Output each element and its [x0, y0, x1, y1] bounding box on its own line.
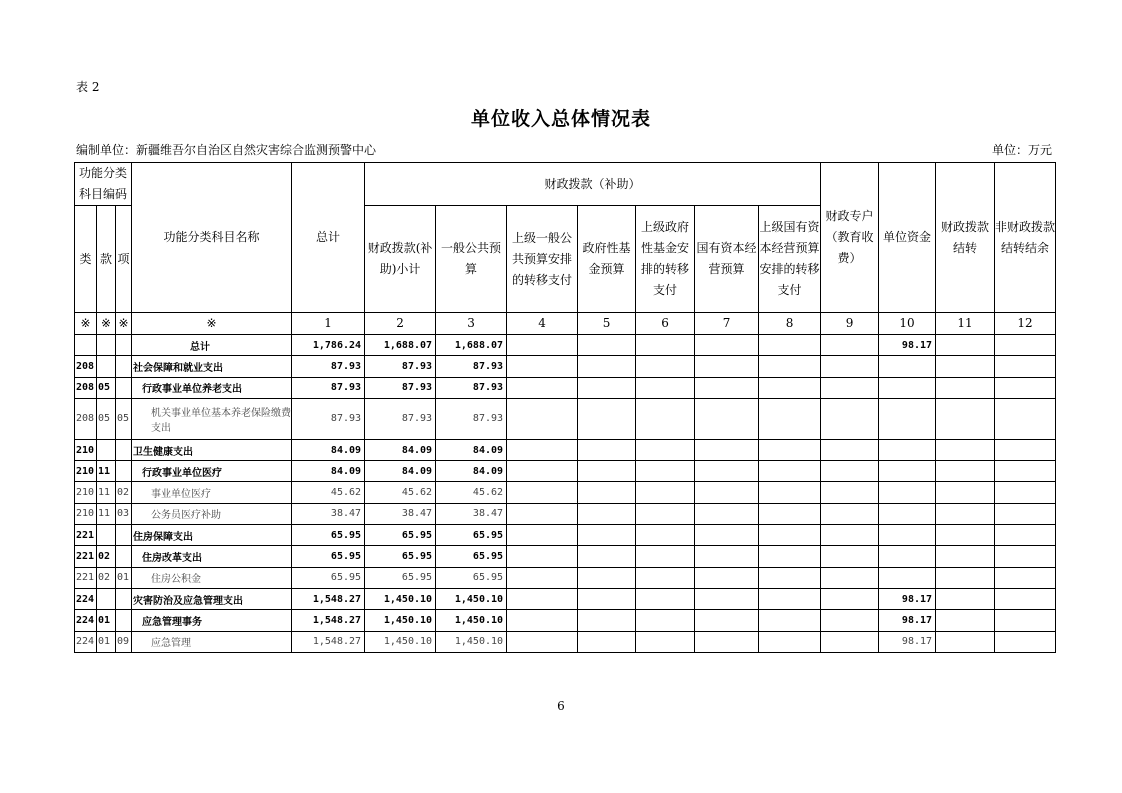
cell-total: 65.95 — [292, 546, 365, 567]
cell-fiscal-carryover — [936, 610, 995, 631]
cell-subject-name: 行政事业单位养老支出 — [132, 377, 292, 398]
cell-fiscal-carryover — [936, 356, 995, 377]
cell-transfer-state-capital — [759, 546, 821, 567]
cell-transfer-gov-fund — [636, 588, 695, 609]
cell-total: 1,548.27 — [292, 610, 365, 631]
cell-transfer-gov-fund — [636, 439, 695, 460]
cell-subject-name: 应急管理 — [132, 631, 292, 652]
cell-xiang — [116, 546, 132, 567]
index-cell: 3 — [436, 313, 507, 335]
cell-xiang: 01 — [116, 567, 132, 588]
cell-subject-name: 事业单位医疗 — [132, 482, 292, 503]
cell-non-fiscal-carryover — [995, 546, 1056, 567]
cell-lei: 221 — [75, 546, 97, 567]
cell-transfer-general — [507, 356, 578, 377]
cell-transfer-gov-fund — [636, 377, 695, 398]
cell-non-fiscal-carryover — [995, 610, 1056, 631]
cell-lei: 224 — [75, 610, 97, 631]
cell-transfer-gov-fund — [636, 631, 695, 652]
cell-total: 38.47 — [292, 503, 365, 524]
cell-transfer-state-capital — [759, 356, 821, 377]
page-title: 单位收入总体情况表 — [470, 108, 651, 130]
cell-state-capital — [695, 546, 759, 567]
cell-special-account — [821, 631, 879, 652]
index-row — [75, 313, 1056, 335]
table-row — [75, 356, 1056, 377]
cell-unit-funds: 98.17 — [879, 610, 936, 631]
cell-general-budget: 84.09 — [436, 461, 507, 482]
header-gov-fund: 政府性基金预算 — [578, 206, 636, 313]
compiling-unit: 编制单位：新疆维吾尔自治区自然灾害综合监测预警中心 — [76, 143, 377, 157]
table-row — [75, 439, 1056, 460]
cell-state-capital — [695, 461, 759, 482]
cell-transfer-state-capital — [759, 567, 821, 588]
cell-non-fiscal-carryover — [995, 377, 1056, 398]
table-row — [75, 546, 1056, 567]
cell-kuan: 11 — [97, 461, 116, 482]
cell-general-budget: 1,450.10 — [436, 588, 507, 609]
cell-lei: 210 — [75, 439, 97, 460]
header-general-budget: 一般公共预算 — [436, 206, 507, 313]
cell-unit-funds: 98.17 — [879, 631, 936, 652]
table-row — [75, 503, 1056, 524]
cell-fiscal-subtotal: 87.93 — [365, 398, 436, 439]
cell-fiscal-subtotal: 65.95 — [365, 567, 436, 588]
cell-kuan — [97, 356, 116, 377]
cell-lei: 208 — [75, 398, 97, 439]
header-fiscal-group: 财政拨款（补助） — [365, 163, 821, 206]
cell-fiscal-carryover — [936, 482, 995, 503]
cell-xiang — [116, 335, 132, 356]
cell-unit-funds — [879, 546, 936, 567]
index-cell: 1 — [292, 313, 365, 335]
cell-transfer-gov-fund — [636, 525, 695, 546]
cell-unit-funds: 98.17 — [879, 335, 936, 356]
cell-fiscal-carryover — [936, 525, 995, 546]
cell-total: 87.93 — [292, 398, 365, 439]
cell-special-account — [821, 567, 879, 588]
cell-transfer-state-capital — [759, 525, 821, 546]
cell-state-capital — [695, 567, 759, 588]
cell-xiang — [116, 356, 132, 377]
cell-special-account — [821, 482, 879, 503]
cell-lei: 210 — [75, 482, 97, 503]
cell-kuan: 05 — [97, 398, 116, 439]
cell-gov-fund — [578, 546, 636, 567]
cell-fiscal-carryover — [936, 377, 995, 398]
cell-state-capital — [695, 588, 759, 609]
table-row — [75, 631, 1056, 652]
header-state-capital: 国有资本经营预算 — [695, 206, 759, 313]
cell-state-capital — [695, 503, 759, 524]
table-row — [75, 567, 1056, 588]
cell-general-budget: 38.47 — [436, 503, 507, 524]
table-body — [75, 335, 1056, 653]
cell-xiang: 09 — [116, 631, 132, 652]
cell-fiscal-subtotal: 65.95 — [365, 546, 436, 567]
cell-general-budget: 87.93 — [436, 398, 507, 439]
cell-subject-name: 行政事业单位医疗 — [132, 461, 292, 482]
cell-transfer-general — [507, 631, 578, 652]
cell-gov-fund — [578, 610, 636, 631]
cell-non-fiscal-carryover — [995, 631, 1056, 652]
cell-transfer-gov-fund — [636, 567, 695, 588]
cell-state-capital — [695, 377, 759, 398]
cell-transfer-general — [507, 525, 578, 546]
cell-special-account — [821, 356, 879, 377]
cell-transfer-gov-fund — [636, 482, 695, 503]
index-cell: ※ — [116, 313, 132, 335]
cell-transfer-general — [507, 503, 578, 524]
cell-special-account — [821, 610, 879, 631]
index-cell: 10 — [879, 313, 936, 335]
cell-fiscal-subtotal: 84.09 — [365, 461, 436, 482]
cell-fiscal-subtotal: 1,450.10 — [365, 588, 436, 609]
cell-transfer-general — [507, 461, 578, 482]
cell-subject-name: 公务员医疗补助 — [132, 503, 292, 524]
cell-xiang: 03 — [116, 503, 132, 524]
cell-non-fiscal-carryover — [995, 461, 1056, 482]
cell-transfer-state-capital — [759, 631, 821, 652]
cell-transfer-gov-fund — [636, 335, 695, 356]
index-cell: 9 — [821, 313, 879, 335]
cell-unit-funds — [879, 503, 936, 524]
cell-gov-fund — [578, 398, 636, 439]
cell-fiscal-subtotal: 38.47 — [365, 503, 436, 524]
cell-gov-fund — [578, 631, 636, 652]
table-row — [75, 588, 1056, 609]
cell-general-budget: 65.95 — [436, 546, 507, 567]
cell-kuan: 11 — [97, 482, 116, 503]
cell-transfer-state-capital — [759, 439, 821, 460]
cell-general-budget: 1,688.07 — [436, 335, 507, 356]
index-cell: ※ — [75, 313, 97, 335]
cell-special-account — [821, 461, 879, 482]
cell-fiscal-subtotal: 87.93 — [365, 377, 436, 398]
table-row — [75, 398, 1056, 439]
cell-lei: 210 — [75, 461, 97, 482]
header-fiscal-carryover: 财政拨款结转 — [936, 163, 995, 313]
cell-transfer-state-capital — [759, 377, 821, 398]
header-unit-funds: 单位资金 — [879, 163, 936, 313]
index-cell: 2 — [365, 313, 436, 335]
cell-subject-name: 住房改革支出 — [132, 546, 292, 567]
cell-general-budget: 45.62 — [436, 482, 507, 503]
cell-non-fiscal-carryover — [995, 335, 1056, 356]
cell-general-budget: 65.95 — [436, 567, 507, 588]
cell-lei: 221 — [75, 567, 97, 588]
table-label: 表 2 — [76, 80, 100, 94]
cell-kuan: 02 — [97, 567, 116, 588]
cell-fiscal-carryover — [936, 461, 995, 482]
cell-fiscal-carryover — [936, 439, 995, 460]
cell-kuan: 01 — [97, 631, 116, 652]
cell-state-capital — [695, 525, 759, 546]
cell-total: 84.09 — [292, 439, 365, 460]
cell-special-account — [821, 335, 879, 356]
cell-kuan: 05 — [97, 377, 116, 398]
cell-unit-funds: 98.17 — [879, 588, 936, 609]
cell-xiang — [116, 377, 132, 398]
cell-transfer-general — [507, 546, 578, 567]
cell-gov-fund — [578, 482, 636, 503]
index-cell: 4 — [507, 313, 578, 335]
cell-transfer-state-capital — [759, 588, 821, 609]
cell-transfer-gov-fund — [636, 398, 695, 439]
cell-unit-funds — [879, 461, 936, 482]
cell-gov-fund — [578, 335, 636, 356]
cell-gov-fund — [578, 503, 636, 524]
cell-lei: 224 — [75, 588, 97, 609]
header-transfer-general: 上级一般公共预算安排的转移支付 — [507, 206, 578, 313]
money-unit: 单位：万元 — [991, 143, 1052, 157]
cell-gov-fund — [578, 439, 636, 460]
cell-subject-name: 住房保障支出 — [132, 525, 292, 546]
cell-non-fiscal-carryover — [995, 482, 1056, 503]
cell-fiscal-carryover — [936, 567, 995, 588]
cell-general-budget: 84.09 — [436, 439, 507, 460]
cell-fiscal-subtotal: 84.09 — [365, 439, 436, 460]
cell-gov-fund — [578, 525, 636, 546]
index-cell: 11 — [936, 313, 995, 335]
index-cell: ※ — [132, 313, 292, 335]
cell-special-account — [821, 503, 879, 524]
cell-total: 87.93 — [292, 377, 365, 398]
cell-transfer-state-capital — [759, 482, 821, 503]
cell-transfer-state-capital — [759, 461, 821, 482]
cell-non-fiscal-carryover — [995, 588, 1056, 609]
cell-general-budget: 1,450.10 — [436, 610, 507, 631]
cell-transfer-gov-fund — [636, 610, 695, 631]
cell-gov-fund — [578, 567, 636, 588]
cell-total: 65.95 — [292, 525, 365, 546]
cell-lei: 221 — [75, 525, 97, 546]
cell-special-account — [821, 398, 879, 439]
cell-lei: 210 — [75, 503, 97, 524]
cell-non-fiscal-carryover — [995, 525, 1056, 546]
cell-subject-name: 卫生健康支出 — [132, 439, 292, 460]
cell-non-fiscal-carryover — [995, 356, 1056, 377]
header-lei: 类 — [75, 206, 97, 313]
header-xiang: 项 — [116, 206, 132, 313]
cell-kuan — [97, 335, 116, 356]
cell-fiscal-carryover — [936, 503, 995, 524]
index-cell: ※ — [97, 313, 116, 335]
header-transfer-gov-fund: 上级政府性基金安排的转移支付 — [636, 206, 695, 313]
cell-lei: 224 — [75, 631, 97, 652]
cell-transfer-general — [507, 439, 578, 460]
cell-gov-fund — [578, 588, 636, 609]
cell-general-budget: 87.93 — [436, 377, 507, 398]
cell-state-capital — [695, 439, 759, 460]
cell-gov-fund — [578, 461, 636, 482]
cell-transfer-gov-fund — [636, 356, 695, 377]
cell-total: 84.09 — [292, 461, 365, 482]
cell-transfer-gov-fund — [636, 503, 695, 524]
cell-unit-funds — [879, 356, 936, 377]
page-number: 6 — [557, 699, 565, 713]
cell-xiang: 05 — [116, 398, 132, 439]
cell-unit-funds — [879, 439, 936, 460]
index-cell: 5 — [578, 313, 636, 335]
cell-non-fiscal-carryover — [995, 503, 1056, 524]
cell-total: 45.62 — [292, 482, 365, 503]
header-special-account: 财政专户（教育收费） — [821, 163, 879, 313]
cell-state-capital — [695, 482, 759, 503]
cell-kuan: 02 — [97, 546, 116, 567]
cell-total: 1,548.27 — [292, 588, 365, 609]
cell-transfer-gov-fund — [636, 546, 695, 567]
cell-transfer-general — [507, 610, 578, 631]
cell-gov-fund — [578, 377, 636, 398]
cell-unit-funds — [879, 377, 936, 398]
header-code-group: 功能分类科目编码 — [75, 163, 132, 206]
cell-unit-funds — [879, 525, 936, 546]
cell-subject-name: 灾害防治及应急管理支出 — [132, 588, 292, 609]
cell-special-account — [821, 377, 879, 398]
cell-xiang — [116, 525, 132, 546]
cell-kuan — [97, 439, 116, 460]
cell-state-capital — [695, 398, 759, 439]
cell-general-budget: 1,450.10 — [436, 631, 507, 652]
cell-special-account — [821, 546, 879, 567]
cell-total: 87.93 — [292, 356, 365, 377]
table-row — [75, 525, 1056, 546]
cell-kuan — [97, 588, 116, 609]
income-table — [74, 162, 1056, 653]
cell-xiang — [116, 610, 132, 631]
cell-transfer-general — [507, 398, 578, 439]
cell-unit-funds — [879, 567, 936, 588]
cell-fiscal-carryover — [936, 631, 995, 652]
cell-unit-funds — [879, 398, 936, 439]
cell-transfer-gov-fund — [636, 461, 695, 482]
cell-kuan — [97, 525, 116, 546]
cell-transfer-state-capital — [759, 503, 821, 524]
cell-state-capital — [695, 610, 759, 631]
cell-general-budget: 65.95 — [436, 525, 507, 546]
cell-kuan: 01 — [97, 610, 116, 631]
header-total: 总计 — [292, 163, 365, 313]
header-fiscal-subtotal: 财政拨款(补助)小计 — [365, 206, 436, 313]
cell-xiang — [116, 588, 132, 609]
cell-subject-name: 应急管理事务 — [132, 610, 292, 631]
cell-non-fiscal-carryover — [995, 567, 1056, 588]
cell-xiang — [116, 461, 132, 482]
cell-fiscal-subtotal: 65.95 — [365, 525, 436, 546]
cell-subject-name: 住房公积金 — [132, 567, 292, 588]
cell-special-account — [821, 588, 879, 609]
header-kuan: 款 — [97, 206, 116, 313]
cell-transfer-state-capital — [759, 335, 821, 356]
cell-fiscal-subtotal: 45.62 — [365, 482, 436, 503]
cell-lei: 208 — [75, 377, 97, 398]
cell-subject-name: 社会保障和就业支出 — [132, 356, 292, 377]
cell-kuan: 11 — [97, 503, 116, 524]
cell-xiang — [116, 439, 132, 460]
index-cell: 8 — [759, 313, 821, 335]
cell-general-budget: 87.93 — [436, 356, 507, 377]
cell-lei: 208 — [75, 356, 97, 377]
cell-state-capital — [695, 335, 759, 356]
index-cell: 6 — [636, 313, 695, 335]
cell-non-fiscal-carryover — [995, 439, 1056, 460]
cell-fiscal-carryover — [936, 398, 995, 439]
table-row — [75, 377, 1056, 398]
cell-total: 1,548.27 — [292, 631, 365, 652]
cell-fiscal-subtotal: 87.93 — [365, 356, 436, 377]
cell-subject-name: 机关事业单位基本养老保险缴费支出 — [132, 398, 292, 439]
cell-fiscal-carryover — [936, 335, 995, 356]
cell-xiang: 02 — [116, 482, 132, 503]
header-transfer-state-capital: 上级国有资本经营预算安排的转移支付 — [759, 206, 821, 313]
cell-transfer-state-capital — [759, 398, 821, 439]
index-cell: 12 — [995, 313, 1056, 335]
table-row — [75, 461, 1056, 482]
table-row — [75, 335, 1056, 356]
header-subject-name: 功能分类科目名称 — [132, 163, 292, 313]
table-row — [75, 482, 1056, 503]
cell-fiscal-subtotal: 1,688.07 — [365, 335, 436, 356]
cell-transfer-general — [507, 482, 578, 503]
cell-special-account — [821, 525, 879, 546]
cell-total: 1,786.24 — [292, 335, 365, 356]
cell-total: 65.95 — [292, 567, 365, 588]
table-row — [75, 610, 1056, 631]
cell-lei — [75, 335, 97, 356]
cell-subject-name: 总计 — [132, 335, 292, 356]
cell-state-capital — [695, 631, 759, 652]
cell-transfer-state-capital — [759, 610, 821, 631]
cell-transfer-general — [507, 335, 578, 356]
cell-non-fiscal-carryover — [995, 398, 1056, 439]
header-non-fiscal-carryover: 非财政拨款结转结余 — [995, 163, 1056, 313]
cell-transfer-general — [507, 567, 578, 588]
cell-transfer-general — [507, 377, 578, 398]
cell-state-capital — [695, 356, 759, 377]
cell-fiscal-carryover — [936, 546, 995, 567]
cell-fiscal-subtotal: 1,450.10 — [365, 610, 436, 631]
index-cell: 7 — [695, 313, 759, 335]
cell-gov-fund — [578, 356, 636, 377]
cell-transfer-general — [507, 588, 578, 609]
cell-fiscal-subtotal: 1,450.10 — [365, 631, 436, 652]
cell-fiscal-carryover — [936, 588, 995, 609]
cell-special-account — [821, 439, 879, 460]
cell-unit-funds — [879, 482, 936, 503]
